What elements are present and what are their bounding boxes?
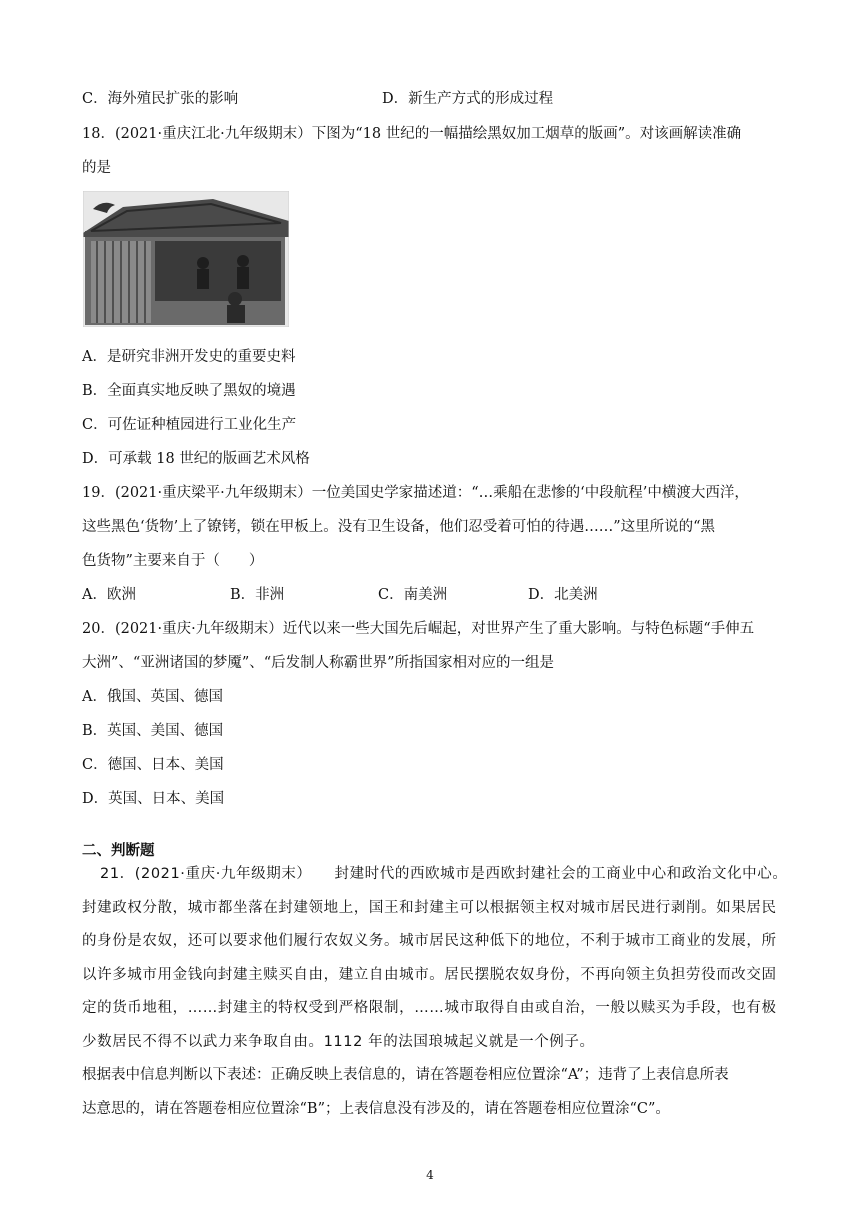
q18-stem-line1: 18．(2021·重庆江北·九年级期末）下图为“18 世纪的一幅描绘黑奴加工烟草的版画”。对该画解读准确 [82, 126, 742, 142]
q21-instruction-line1: 根据表中信息判断以下表述：正确反映上表信息的，请在答题卷相应位置涂“A”；违背了上表信息所表 [82, 1067, 729, 1083]
section-heading: 二、判断题 [82, 842, 155, 859]
option-c: C．海外殖民扩张的影响 [82, 91, 239, 107]
q21-line: 21．(2021·重庆·九年级期末） 封建时代的西欧城市是西欧封建社会的工商业中心和政治文化中心。 [100, 866, 788, 882]
q19-option-d: D．北美洲 [528, 587, 598, 603]
q18-option-c: C．可佐证种植园进行工业化生产 [82, 417, 297, 433]
q20-stem-line2: 大洲”、“亚洲诸国的梦魇”、“后发制人称霸世界”所指国家相对应的一组是 [82, 655, 555, 671]
q19-option-c: C．南美洲 [378, 587, 448, 603]
q21-line: 少数居民不得不以武力来争取自由。1112 年的法国琅城起义就是一个例子。 [82, 1033, 595, 1050]
q21-line: 的身份是农奴，还可以要求他们履行农奴义务。城市居民这种低下的地位，不利于城市工商业的发展，所 [82, 933, 777, 949]
q21-passage [82, 858, 788, 1059]
q20-stem-line1: 20．(2021·重庆·九年级期末）近代以来一些大国先后崛起，对世界产生了重大影响。与特色标题“手伸五 [82, 621, 755, 637]
q18-stem-line2: 的是 [82, 160, 111, 176]
q18-option-b: B．全面真实地反映了黑奴的境遇 [82, 383, 296, 399]
q21-line: 定的货币地租，……封建主的特权受到严格限制，……城市取得自由或自治，一般以赎买为手段，也有极 [82, 1000, 777, 1016]
q21-line: 以许多城市用金钱向封建主赎买自由，建立自由城市。居民摆脱农奴身份，不再向领主负担劳役而改交固 [82, 966, 777, 983]
q21-line: 封建政权分散，城市都坐落在封建领地上，国王和封建主可以根据领主权对城市居民进行剥削。如果居民 [82, 899, 777, 916]
slave-tobacco-engraving-image [83, 191, 289, 327]
q19-option-a: A．欧洲 [82, 587, 136, 603]
page-number: 4 [426, 1168, 434, 1182]
q21-instruction-line2: 达意思的，请在答题卷相应位置涂“B”；上表信息没有涉及的，请在答题卷相应位置涂“C”。 [82, 1101, 670, 1117]
top-options-row [82, 88, 553, 110]
q20-option-a: A．俄国、英国、德国 [82, 689, 223, 705]
option-d: D．新生产方式的形成过程 [382, 91, 554, 107]
q19-option-b: B．非洲 [230, 587, 285, 603]
q19-stem-line1: 19．(2021·重庆梁平·九年级期末）一位美国史学家描述道：“…乘船在悲惨的‘中段航程’中横渡大西洋， [82, 485, 749, 501]
q18-option-a: A．是研究非洲开发史的重要史料 [82, 349, 296, 365]
q20-option-d: D．英国、日本、美国 [82, 791, 225, 807]
q19-stem-line2: 这些黑色‘货物’上了镣铐，锁在甲板上。没有卫生设备，他们忍受着可怕的待遇……”这里所说的“黑 [82, 519, 716, 535]
q20-option-b: B．英国、美国、德国 [82, 723, 224, 739]
q19-stem-line3: 色货物”主要来自于（ ） [82, 553, 264, 569]
q19-options-row [82, 584, 598, 606]
q20-option-c: C．德国、日本、美国 [82, 757, 224, 773]
q18-option-d: D．可承载 18 世纪的版画艺术风格 [82, 451, 310, 467]
